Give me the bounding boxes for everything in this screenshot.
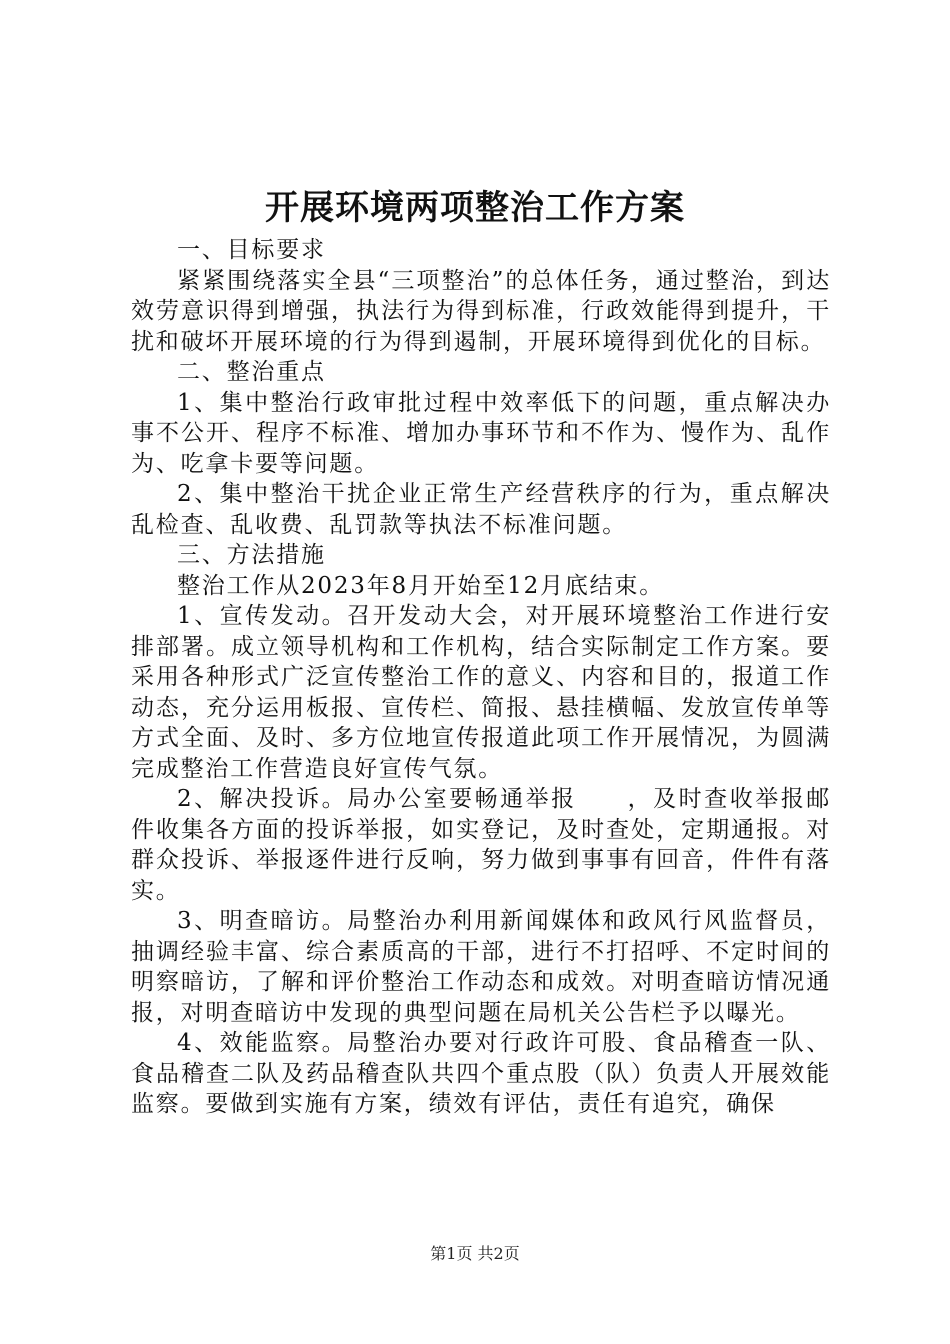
paragraph-focus-2: 2、集中整治干扰企业正常生产经营秩序的行为，重点解决乱检查、乱收费、乱罚款等执法不标准问题。 [131, 481, 831, 538]
paragraph-method-2: 2、解决投诉。局办公室要畅通举报 ，及时查收举报邮件收集各方面的投诉举报，如实登记，及时查处，定期通报。对群众投诉、举报逐件进行反响，努力做到事事有回音，件件有落实。 [131, 786, 831, 904]
paragraph-schedule: 整治工作从2023年8月开始至12月底结束。 [177, 572, 665, 599]
paragraph-goals: 紧紧围绕落实全县“三项整治”的总体任务，通过整治，到达效劳意识得到增强，执法行为得到标准，行政效能得到提升，干扰和破坏开展环境的行为得到遏制，开展环境得到优化的目标。 [131, 267, 831, 355]
section-heading-goals: 一、目标要求 [177, 237, 326, 263]
section-heading-methods: 三、方法措施 [177, 542, 326, 568]
paragraph-method-1: 1、宣传发动。召开发动大会，对开展环境整治工作进行安排部署。成立领导机构和工作机构，结合实际制定工作方案。要采用各种形式广泛宣传整治工作的意义、内容和目的，报道工作动态，充分运用板报、宣传栏、简报、悬挂横幅、发放宣传单等方式全面、及时、多方位地宣传报道此项工作开展情况，为圆满完成整治工作营造良好宣传气氛。 [131, 603, 831, 782]
page-footer: 第1页 共2页 [430, 1244, 520, 1263]
paragraph-method-3: 3、明查暗访。局整治办利用新闻媒体和政风行风监督员，抽调经验丰富、综合素质高的干部，进行不打招呼、不定时间的明察暗访，了解和评价整治工作动态和成效。对明查暗访情况通报，对明查暗访中发现的典型问题在局机关公告栏予以曝光。 [131, 908, 831, 1026]
document-body [131, 235, 831, 1120]
document-title: 开展环境两项整治工作方案 [265, 188, 685, 228]
paragraph-focus-1: 1、集中整治行政审批过程中效率低下的问题，重点解决办事不公开、程序不标准、增加办事环节和不作为、慢作为、乱作为、吃拿卡要等问题。 [131, 389, 831, 477]
paragraph-method-4: 4、效能监察。局整治办要对行政许可股、食品稽查一队、食品稽查二队及药品稽查队共四个重点股（队）负责人开展效能监察。要做到实施有方案，绩效有评估，责任有追究，确保 [131, 1030, 831, 1117]
section-heading-focus: 二、整治重点 [177, 359, 326, 385]
